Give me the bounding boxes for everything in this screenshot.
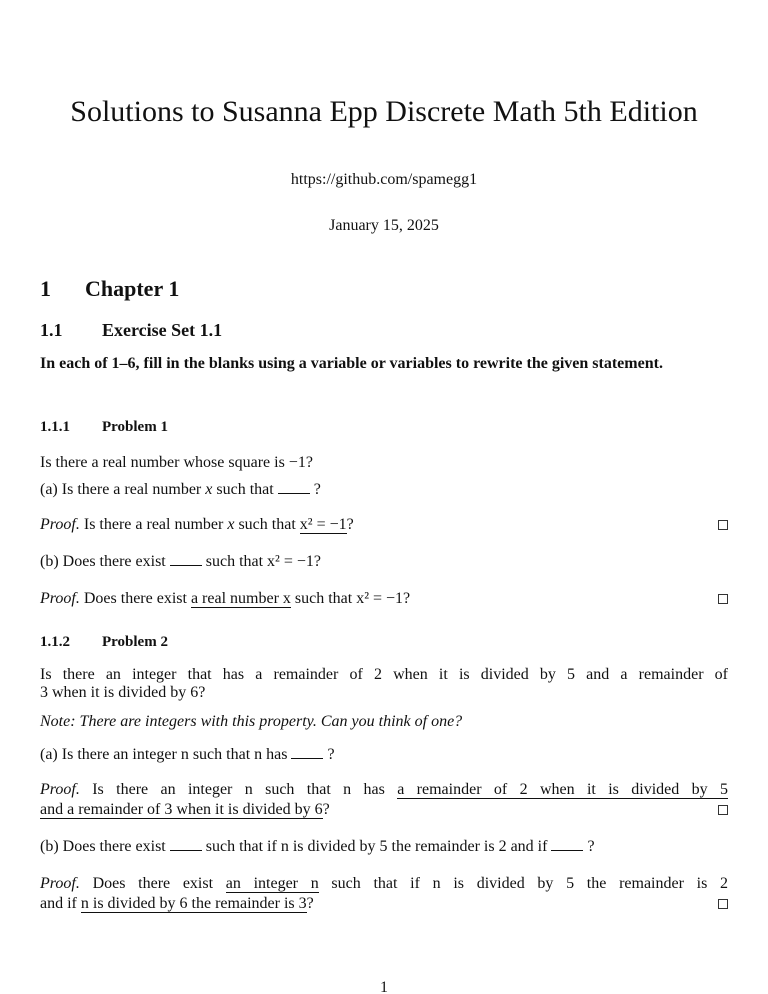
answer: x² = −1 [299, 516, 347, 533]
instruction-text: In each of 1–6, fill in the blanks using a variable or variables to rewrite the given statement. [40, 355, 663, 372]
problem-1-heading: 1.1.1 Problem 1 [40, 419, 168, 435]
problem-1-statement: Is there a real number whose square is −1? [40, 454, 313, 471]
problem-2-heading: 1.1.2 Problem 2 [40, 634, 168, 650]
section-heading: 1 Chapter 1 [40, 276, 180, 301]
qed-icon [718, 520, 728, 530]
page-number: 1 [380, 979, 388, 994]
problem-2b-question: (b) Does there exist such that if n is divided by 5 the remainder is 2 and if ? [40, 838, 595, 855]
problem-2-statement-line2: 3 when it is divided by 6? [40, 684, 206, 701]
qed-icon [718, 899, 728, 909]
problem-1b-proof: Proof. Does there exist a real number x such that x² = −1? [40, 589, 728, 609]
document-date: January 15, 2025 [329, 217, 439, 234]
problem-2a-proof-line1: Proof. Is there an integer n such that n has a remainder of 2 when it is divided by 5 [40, 781, 728, 798]
problem-1a-proof: Proof. Is there a real number x such that x² = −1? [40, 515, 728, 535]
problem-2a-proof-line2: and a remainder of 3 when it is divided by 6? [40, 800, 728, 820]
author-link[interactable]: https://github.com/spamegg1 [290, 171, 478, 188]
document-title: Solutions to Susanna Epp Discrete Math 5th Edition [70, 95, 698, 128]
problem-2a-question: (a) Is there an integer n such that n has ? [40, 746, 335, 763]
qed-icon [718, 594, 728, 604]
problem-2b-proof-line2: and if n is divided by 6 the remainder is 3? [40, 894, 728, 914]
qed-icon [718, 805, 728, 815]
problem-2-note: Note: There are integers with this property. Can you think of one? [40, 713, 463, 730]
problem-2-statement-line1: Is there an integer that has a remainder of 2 when it is divided by 5 and a remainder of [40, 666, 728, 683]
subsection-heading: 1.1 Exercise Set 1.1 [40, 320, 223, 340]
problem-1a-question: (a) Is there a real number x such that ? [40, 481, 321, 498]
problem-1b-question: (b) Does there exist such that x² = −1? [40, 553, 321, 570]
answer: a real number x [190, 590, 291, 607]
problem-2b-proof-line1: Proof. Does there exist an integer n such that if n is divided by 5 the remainder is 2 [40, 875, 729, 892]
